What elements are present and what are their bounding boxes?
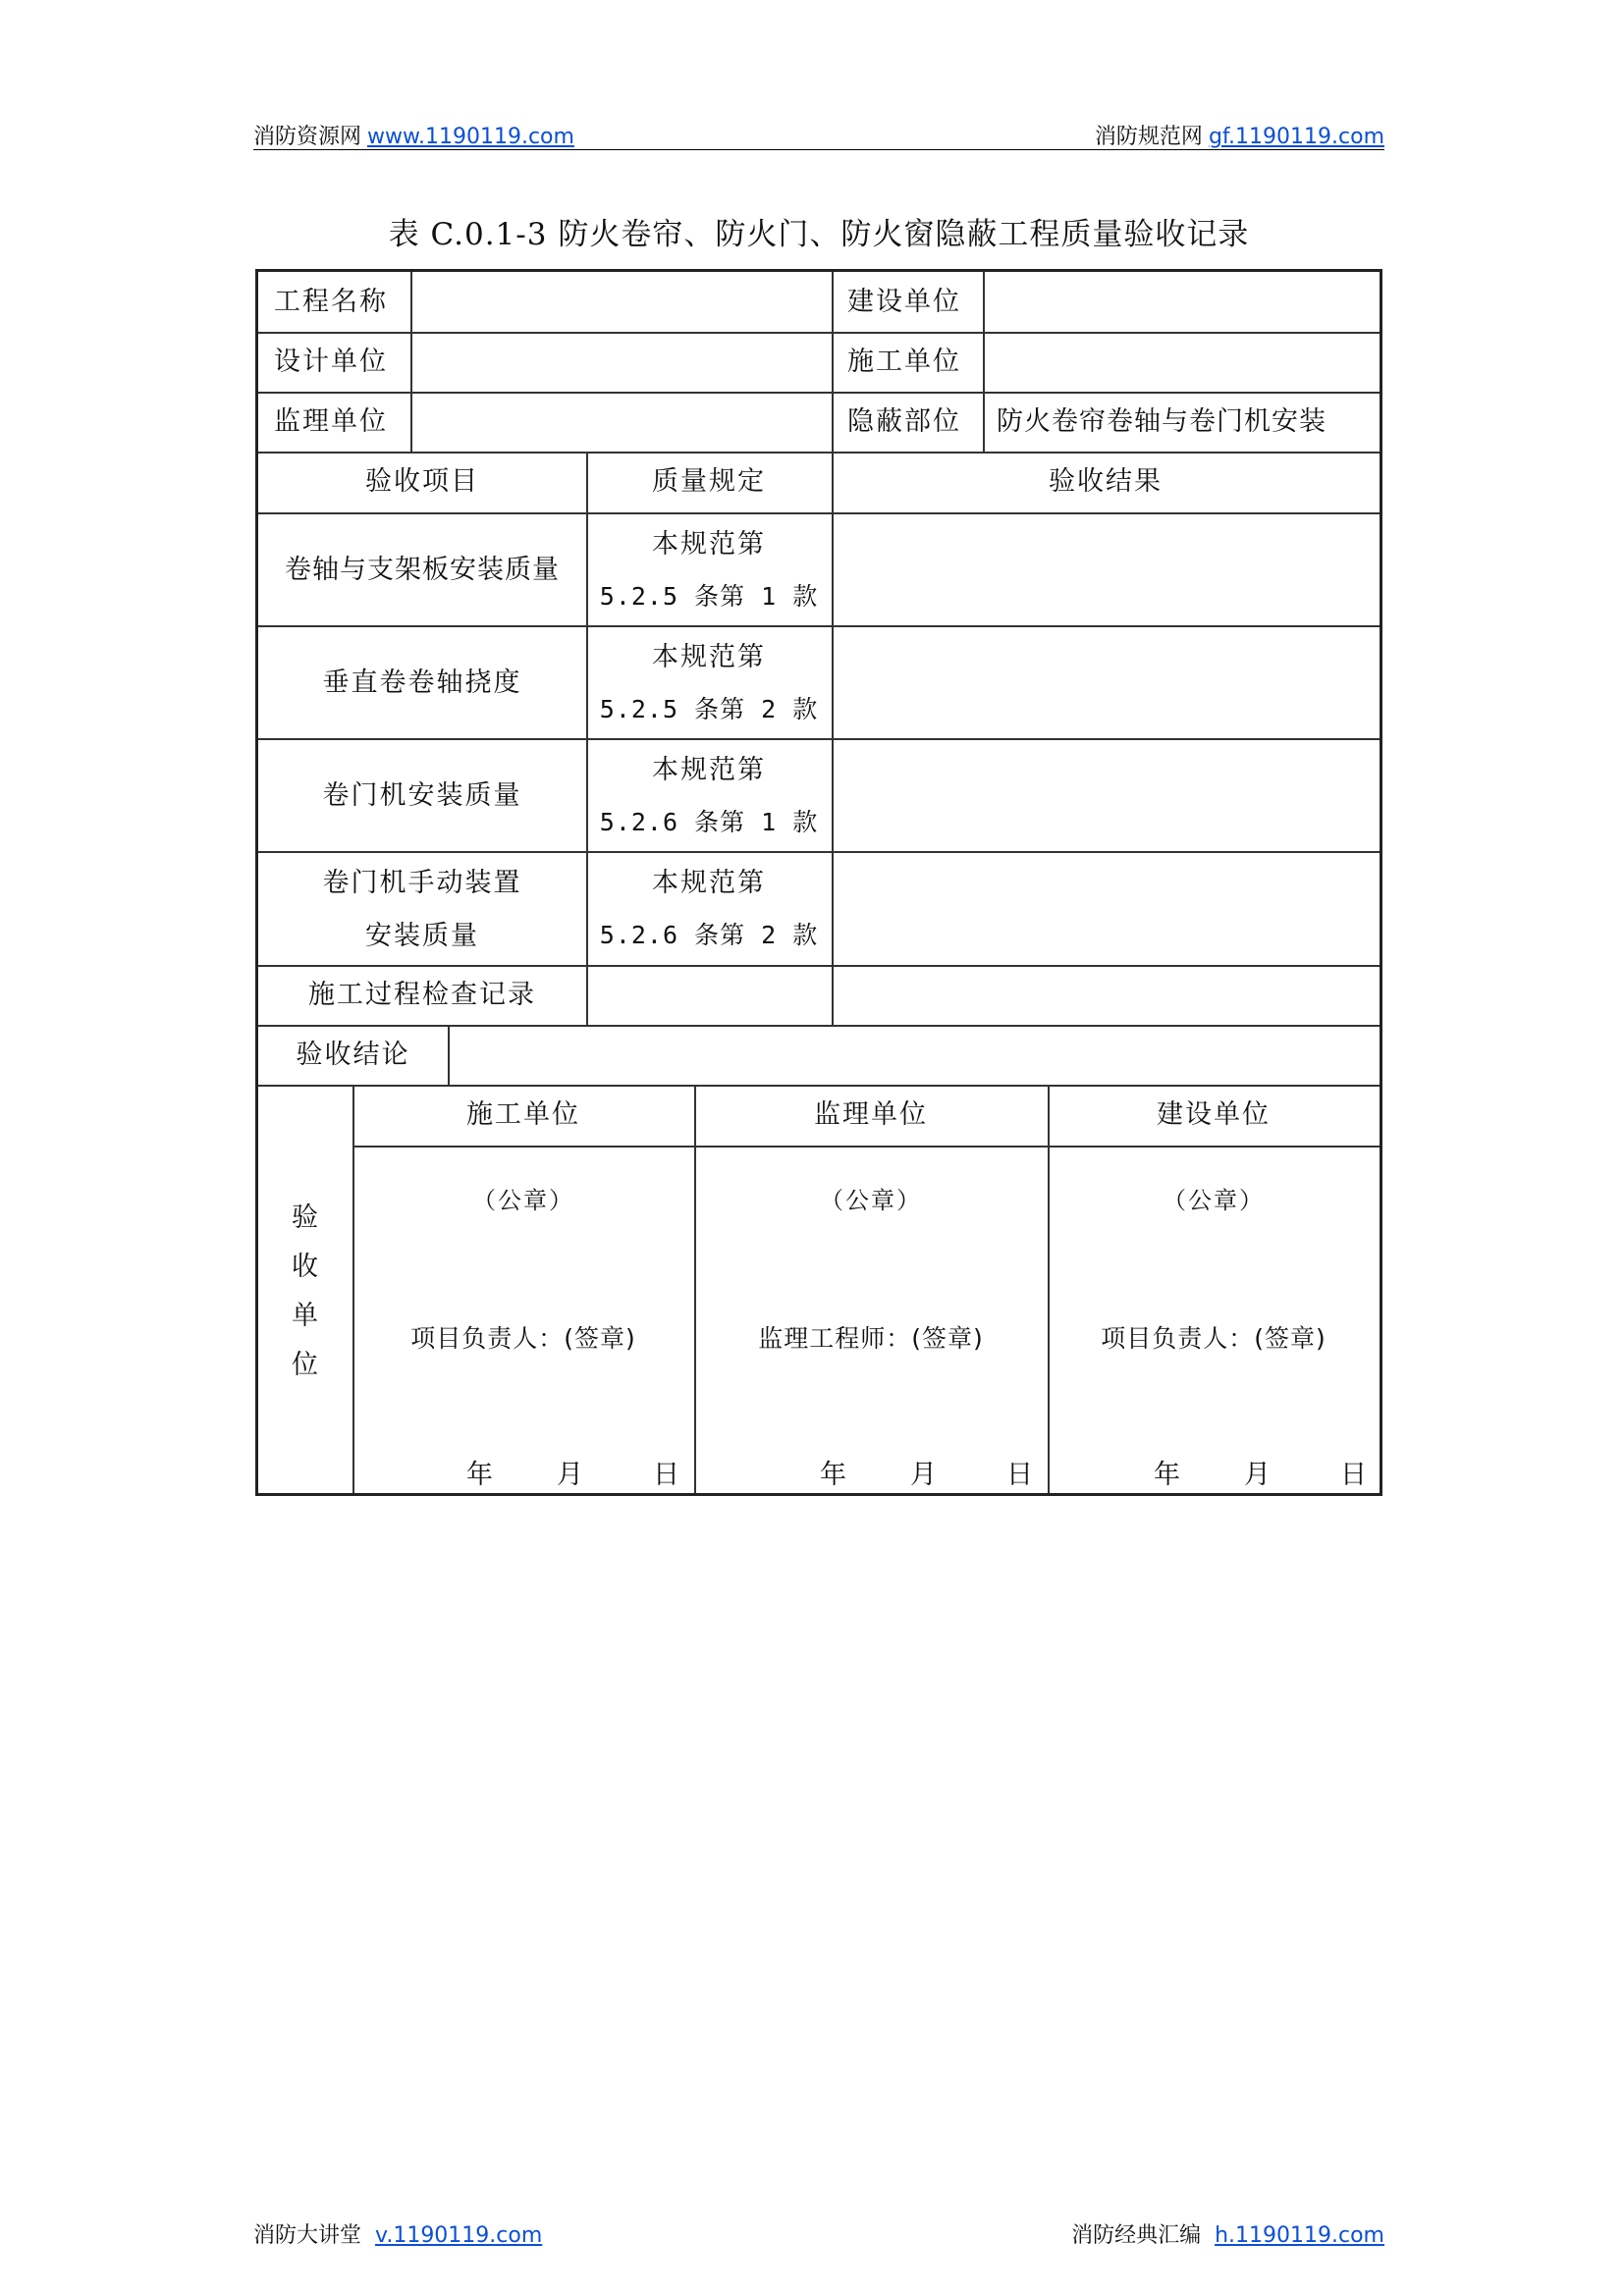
- process-record-label: 施工过程检查记录: [308, 980, 536, 1010]
- row-divider: [258, 452, 1380, 454]
- unit-1-day: 日: [653, 1460, 681, 1490]
- project-name-label: 工程名称: [274, 287, 388, 317]
- column-header-result: 验收结果: [1049, 466, 1163, 497]
- row-2-rule-line2: 5.2.5 条第 2 款: [599, 695, 819, 723]
- unit-3-year: 年: [1154, 1460, 1182, 1490]
- col-divider: [410, 272, 412, 452]
- design-unit-label: 设计单位: [274, 347, 388, 377]
- col-divider: [448, 1025, 450, 1085]
- acceptance-label-char-2: 收: [292, 1252, 320, 1282]
- page-footer: [253, 2218, 1384, 2250]
- unit-2-name: 监理单位: [814, 1099, 928, 1130]
- footer-left-label: 消防大讲堂: [253, 2223, 362, 2248]
- col-divider: [694, 1085, 696, 1493]
- unit-1-signer: 项目负责人：(签章): [410, 1324, 636, 1353]
- row-3-rule-line2: 5.2.6 条第 1 款: [599, 808, 819, 836]
- col-divider: [1048, 1085, 1050, 1493]
- unit-3-seal: （公章）: [1163, 1187, 1265, 1214]
- row-divider: [352, 1146, 1380, 1148]
- unit-1-seal: （公章）: [472, 1187, 574, 1214]
- unit-3-signer: 项目负责人：(签章): [1101, 1324, 1326, 1353]
- unit-2-seal: （公章）: [820, 1187, 922, 1214]
- header-right-link[interactable]: gf.1190119.com: [1208, 125, 1384, 149]
- row-4-item-line2: 安装质量: [365, 921, 479, 951]
- row-divider: [258, 625, 1380, 627]
- unit-2-signer: 监理工程师：(签章): [758, 1324, 984, 1353]
- row-2-rule-line1: 本规范第: [652, 642, 766, 672]
- build-unit-label: 建设单位: [847, 287, 961, 317]
- header-left: [253, 120, 574, 150]
- unit-2-month: 月: [910, 1460, 939, 1490]
- footer-left: [253, 2218, 542, 2249]
- acceptance-form-table: [255, 269, 1382, 1496]
- footer-left-link[interactable]: v.1190119.com: [375, 2223, 543, 2248]
- row-3-rule-line1: 本规范第: [652, 755, 766, 785]
- row-4-rule-line2: 5.2.6 条第 2 款: [599, 921, 819, 949]
- col-divider: [832, 272, 834, 452]
- row-1-item: 卷轴与支架板安装质量: [285, 555, 560, 585]
- acceptance-label-char-3: 单: [292, 1301, 320, 1331]
- row-1-rule-line2: 5.2.5 条第 1 款: [599, 582, 819, 611]
- row-divider: [258, 392, 1380, 394]
- construct-unit-label: 施工单位: [847, 347, 961, 377]
- footer-right-link[interactable]: h.1190119.com: [1215, 2223, 1384, 2248]
- unit-2-year: 年: [820, 1460, 848, 1490]
- footer-right-label: 消防经典汇编: [1071, 2223, 1202, 2248]
- unit-2-day: 日: [1006, 1460, 1035, 1490]
- acceptance-label-char-1: 验: [292, 1202, 320, 1233]
- row-divider: [258, 1025, 1380, 1027]
- row-divider: [258, 512, 1380, 514]
- row-divider: [258, 332, 1380, 334]
- col-divider: [983, 272, 985, 452]
- row-4-rule-line1: 本规范第: [652, 868, 766, 898]
- conclusion-label: 验收结论: [296, 1040, 410, 1070]
- row-divider: [258, 1085, 1380, 1087]
- row-1-rule-line1: 本规范第: [652, 529, 766, 560]
- page-header: [253, 120, 1384, 150]
- row-divider: [258, 965, 1380, 967]
- unit-1-name: 施工单位: [466, 1099, 580, 1130]
- hidden-part-label: 隐蔽部位: [847, 406, 961, 437]
- header-right-label: 消防规范网: [1094, 125, 1203, 149]
- supervise-unit-label: 监理单位: [274, 406, 388, 437]
- unit-1-month: 月: [557, 1460, 585, 1490]
- row-divider: [258, 738, 1380, 740]
- unit-3-month: 月: [1244, 1460, 1272, 1490]
- column-header-rule: 质量规定: [652, 466, 766, 497]
- header-left-link[interactable]: www.1190119.com: [367, 125, 574, 149]
- header-left-label: 消防资源网: [253, 125, 362, 149]
- unit-1-year: 年: [466, 1460, 495, 1490]
- col-divider: [832, 452, 834, 1025]
- unit-3-day: 日: [1340, 1460, 1369, 1490]
- column-header-item: 验收项目: [365, 466, 479, 497]
- hidden-part-value: 防火卷帘卷轴与卷门机安装: [997, 406, 1326, 437]
- row-3-item: 卷门机安装质量: [322, 780, 522, 811]
- row-divider: [258, 851, 1380, 853]
- row-2-item: 垂直卷卷轴挠度: [322, 667, 522, 698]
- header-right: [1095, 120, 1384, 150]
- row-4-item-line1: 卷门机手动装置: [322, 868, 522, 898]
- col-divider: [352, 1085, 354, 1493]
- footer-right: [1071, 2218, 1384, 2249]
- table-title: 表 C.0.1-3 防火卷帘、防火门、防火窗隐蔽工程质量验收记录: [388, 217, 1250, 252]
- unit-3-name: 建设单位: [1157, 1099, 1271, 1130]
- acceptance-label-char-4: 位: [292, 1350, 320, 1380]
